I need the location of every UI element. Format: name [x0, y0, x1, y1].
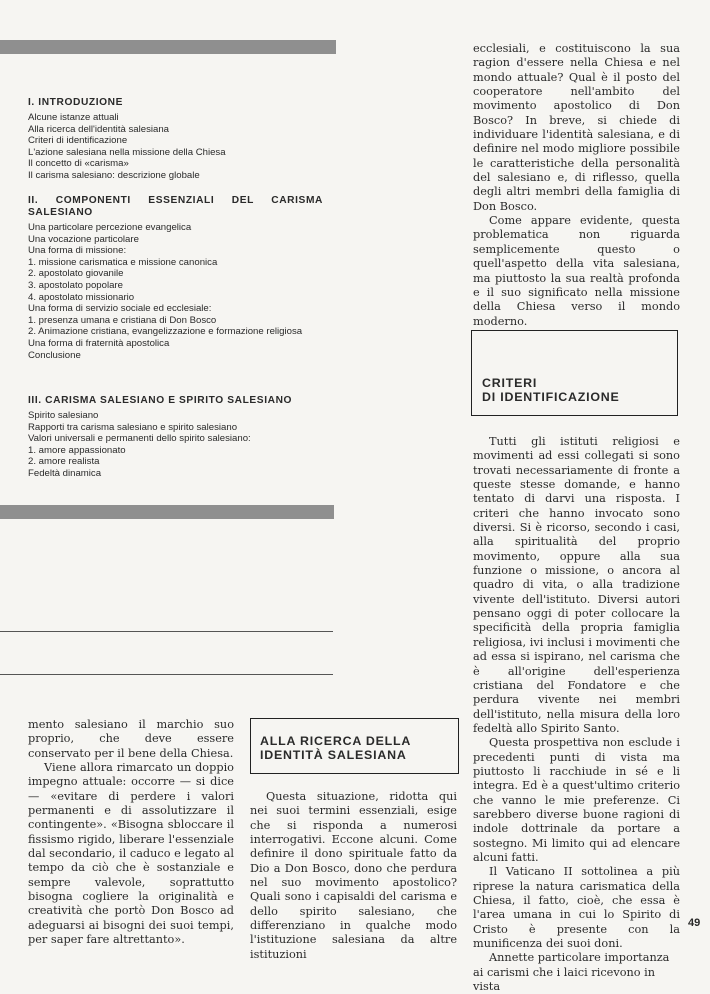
toc-item: Spirito salesiano [28, 410, 99, 421]
paragraph: Questa situazione, ridotta qui nei suoi termini essenziali, esige che si risponda a numerosi interrogativi. Eccone alcuni. Come definire il dono spirituale fatto da Dio a Don Bosco, dono che perdura nel suo movimento apostolico? Quali sono i capisaldi del carisma e dello spirito salesiano, che differenziano in qualche modo l'istituzione salesiana da altre istituzioni [250, 790, 457, 961]
toc-item: Rapporti tra carisma salesiano e spirito salesiano [28, 421, 238, 433]
top-gray-bar [0, 40, 336, 54]
toc-item: 2. Animazione cristiana, evangelizzazione e formazione religiosa [28, 326, 303, 338]
toc-section-3 [28, 395, 328, 480]
page-number: 49 [688, 917, 701, 929]
divider-rule-1 [0, 631, 333, 632]
toc-item: Una vocazione particolare [28, 233, 139, 245]
toc-item: Valori universali e permanenti dello spirito salesiano: [28, 433, 251, 445]
toc-item: 2. apostolato giovanile [28, 268, 124, 280]
box-title-line: ALLA RICERCA DELLA [260, 734, 412, 748]
paragraph: Questa prospettiva non esclude i precedenti punti di vista ma piuttosto li racchiude in sé e li integra. Ed è a quest'ultimo criterio che vanno le mie preferenze. Ci sarebbero diverse buone ragioni di indole dottrinale da portare a sostegno. Mi limito qui ad elencare alcuni fatti. [473, 736, 680, 864]
paragraph: Come appare evidente, questa problematica non riguarda semplicemente questo o quell'aspetto della vita salesiana, ma piuttosto la sua realtà profonda e il suo significato nella missione della Chiesa verso il mondo moderno. [473, 214, 680, 328]
toc-item: 1. missione carismatica e missione canonica [28, 256, 218, 268]
toc-item: Criteri di identificazione [28, 135, 128, 147]
divider-rule-2 [0, 674, 333, 675]
box-title-line: DI IDENTIFICAZIONE [482, 390, 620, 404]
toc-item: 4. apostolato missionario [28, 291, 135, 303]
section-heading-box-alla-ricerca [250, 718, 459, 774]
toc-item: Fedeltà dinamica [28, 467, 102, 479]
left-column-bottom-text [28, 718, 234, 948]
toc-section-1 [28, 97, 328, 182]
paragraph: Tutti gli istituti religiosi e movimenti ad essi collegati si sono trovati necessariamente di fronte a queste stesse domande, e hanno tentato di darvi una risposta. I criteri che hanno invocato sono diversi. Si è ricorso, secondo i casi, alla spiritualità del proprio movimento, oppure alla sua funzione o missione, o ancora al quadro di vita, o alla tradizione vivente dell'istituto. Diversi autori pensano oggi di poter collocare la specificità della propria famiglia religiosa, ivi inclusi i movimenti che ad essa si ispirano, nel carisma che è all'origine dell'esperienza cristiana del Fondatore e che perdura vivente nei membri dell'istituto, nella misura della loro fedeltà allo Spirito Santo. [473, 435, 680, 735]
right-column-bottom-text [473, 435, 680, 994]
middle-column-bottom-text [250, 790, 457, 962]
toc-section-2 [28, 195, 323, 361]
box-title-line: IDENTITÀ SALESIANA [260, 748, 407, 762]
toc-item: 1. presenza umana e cristiana di Don Bosco [28, 314, 217, 326]
right-column-top-text [473, 42, 680, 329]
toc-item: 1. amore appassionato [28, 444, 126, 456]
paragraph: Il Vaticano II sottolinea a più riprese la natura carismatica della Chiesa, il fatto, cioè, che essa è l'area umana in cui lo Spirito di Cristo è presente con la munificenza dei suoi doni. [473, 865, 680, 951]
toc-item: Conclusione [28, 349, 81, 361]
paragraph: Viene allora rimarcato un doppio impegno attuale: occorre — si dice — «evitare di perdere i valori permanenti e di assolutizzare il contingente». «Bisogna sbloccare il fissismo rigido, liberare l'essenziale dal secondario, il caduco e legato al tempo da ciò che è sostanziale e sempre valevole, soprattutto bisogna cogliere la originalità e creatività che portò Don Bosco ad adeguarsi ai bisogni dei suoi tempi, per saper fare altrettanto». [28, 761, 234, 947]
paragraph: mento salesiano il marchio suo proprio, che deve essere conservato per il bene della Chiesa. [28, 718, 234, 760]
toc-item: 3. apostolato popolare [28, 279, 123, 291]
box-title-line: CRITERI [482, 376, 538, 390]
mid-gray-bar [0, 505, 334, 519]
toc-item: 2. amore realista [28, 456, 100, 468]
toc-item: Il carisma salesiano: descrizione globale [28, 169, 200, 181]
paragraph: Annette particolare importanza ai carismi che i laici ricevono in vista [473, 951, 670, 994]
toc-heading: III. CARISMA SALESIANO E SPIRITO SALESIANO [28, 395, 293, 406]
toc-item: Una forma di missione: [28, 245, 127, 257]
toc-item: Una forma di fraternità apostolica [28, 337, 170, 349]
toc-item: Alla ricerca dell'identità salesiana [28, 123, 170, 135]
paragraph: ecclesiali, e costituiscono la sua ragion d'essere nella Chiesa e nel mondo attuale? Qual è il posto del cooperatore nell'ambito del movimento apostolico di Don Bosco? In breve, si chiede di individuare l'identità salesiana, e di definire nel modo migliore possibile le caratteristiche della personalità del salesiano e, di riflesso, quella degli altri membri della famiglia di Don Bosco. [473, 42, 680, 213]
toc-item: Il concetto di «carisma» [28, 158, 129, 170]
toc-heading: II. COMPONENTI ESSENZIALI DEL CARISMA SALESIANO [28, 195, 323, 218]
toc-item: Una forma di servizio sociale ed ecclesiale: [28, 303, 212, 315]
toc-item: Alcune istanze attuali [28, 112, 119, 123]
toc-heading: I. INTRODUZIONE [28, 97, 124, 108]
toc-item: L'azione salesiana nella missione della Chiesa [28, 146, 226, 158]
toc-item: Una particolare percezione evangelica [28, 222, 192, 233]
section-heading-box-criteri [471, 330, 678, 416]
